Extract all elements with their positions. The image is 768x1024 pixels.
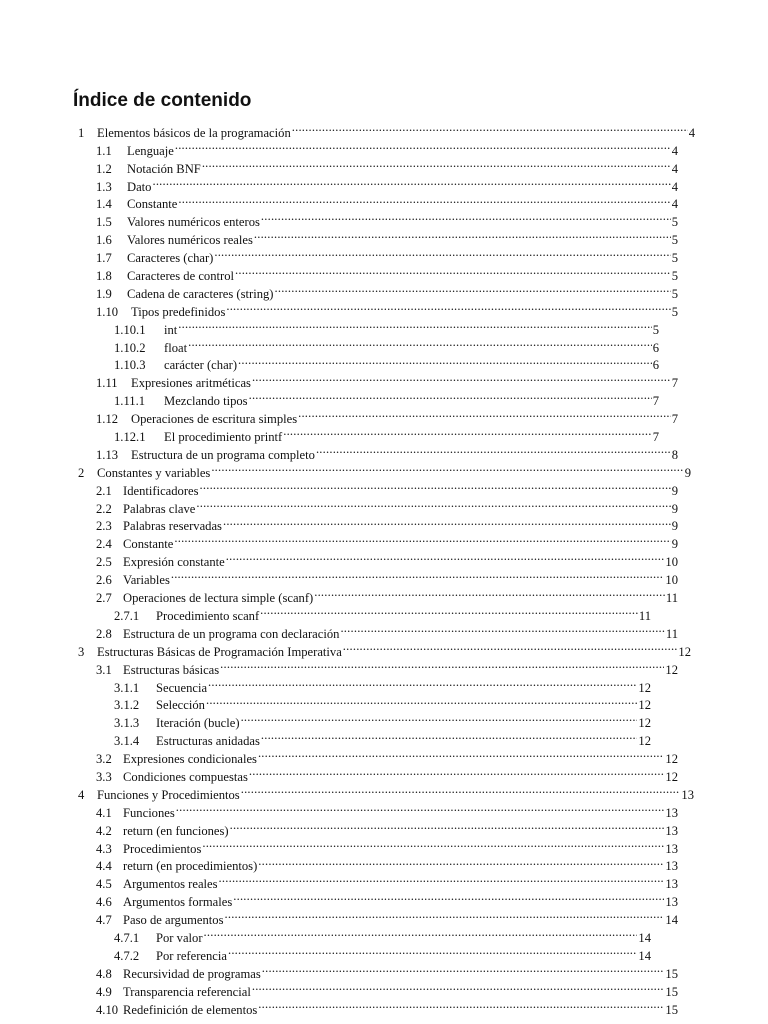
toc-entry-page: 13 <box>665 841 678 856</box>
dot-leader <box>292 119 688 137</box>
toc-entry-page: 6 <box>652 358 659 373</box>
toc-entry-number: 4.10 <box>96 1002 119 1017</box>
toc-entry[interactable] <box>0 334 659 355</box>
toc-entry-page: 13 <box>665 895 678 910</box>
toc-entry-page: 12 <box>678 644 691 659</box>
toc-entry-title: Redefinición de elementos <box>123 1002 258 1017</box>
dot-leader <box>262 960 665 978</box>
toc-entry-title: int <box>164 322 178 337</box>
toc-entry-title: Funciones y Procedimientos <box>97 787 240 802</box>
toc-entry-page: 4 <box>671 179 678 194</box>
toc-entry[interactable] <box>0 441 678 462</box>
toc-entry[interactable] <box>0 620 678 641</box>
dot-leader <box>252 369 671 387</box>
toc-entry[interactable] <box>0 960 678 981</box>
toc-entry-number: 2.2 <box>96 501 112 516</box>
toc-entry-page: 10 <box>665 555 678 570</box>
toc-entry-number: 3.1.1 <box>114 680 140 695</box>
toc-entry[interactable] <box>0 674 651 695</box>
dot-leader <box>249 387 652 405</box>
toc-entry[interactable] <box>0 888 678 910</box>
toc-entry[interactable] <box>0 495 678 516</box>
dot-leader <box>226 548 665 566</box>
toc-entry[interactable] <box>0 387 659 409</box>
toc-entry-page: 13 <box>665 877 678 892</box>
toc-entry-title: float <box>164 340 188 355</box>
toc-entry-title: Recursividad de programas <box>123 966 261 981</box>
toc-entry[interactable] <box>0 870 678 892</box>
toc-entry-title: Expresiones condicionales <box>123 752 257 767</box>
dot-leader <box>252 978 665 996</box>
toc-entry-title: Valores numéricos reales <box>127 233 253 248</box>
toc-entry-number: 1.11 <box>96 376 118 391</box>
toc-entry-title: Procedimiento scanf <box>156 608 260 623</box>
toc-entry-number: 1.12 <box>96 412 119 427</box>
toc-entry[interactable] <box>0 656 678 677</box>
toc-entry[interactable] <box>0 352 659 373</box>
toc-entry[interactable] <box>0 602 651 623</box>
dot-leader <box>258 745 664 763</box>
toc-entry-page: 13 <box>665 859 678 874</box>
dot-leader <box>178 316 651 334</box>
toc-entry[interactable] <box>0 584 678 606</box>
dot-leader <box>258 996 664 1014</box>
toc-entry[interactable] <box>0 799 678 820</box>
toc-entry-number: 1.7 <box>96 251 112 266</box>
toc-entry-title: Identificadores <box>123 483 199 498</box>
toc-entry-page: 7 <box>671 376 678 391</box>
toc-entry-number: 4.5 <box>96 877 112 892</box>
toc-entry-number: 2.6 <box>96 573 112 588</box>
toc-entry-title: Estructuras básicas <box>123 662 220 677</box>
toc-entry-number: 1.9 <box>96 286 112 301</box>
dot-leader <box>219 870 665 888</box>
toc-entry-page: 14 <box>638 930 651 945</box>
toc-entry-number: 2.7 <box>96 591 112 606</box>
dot-leader <box>152 173 670 191</box>
toc-entry[interactable] <box>0 298 678 319</box>
toc-entry[interactable] <box>0 942 651 963</box>
toc-entry-title: Estructuras Básicas de Programación Imperativa <box>97 644 342 659</box>
page-title: Índice de contenido <box>73 90 252 111</box>
toc-entry-title: Procedimientos <box>123 841 202 856</box>
toc-entry-title: Paso de argumentos <box>123 913 224 928</box>
toc-entry[interactable] <box>0 513 678 534</box>
dot-leader <box>228 942 637 960</box>
toc-entry[interactable] <box>0 745 678 767</box>
toc-entry-page: 9 <box>671 483 678 498</box>
toc-entry-page: 10 <box>665 573 678 588</box>
toc-entry[interactable] <box>0 530 678 552</box>
toc-entry[interactable] <box>0 835 678 856</box>
toc-entry[interactable] <box>0 155 678 176</box>
toc-entry-page: 4 <box>688 125 695 140</box>
toc-entry-title: Palabras reservadas <box>123 519 222 534</box>
toc-entry-number: 1.10.3 <box>114 358 146 373</box>
toc-entry[interactable] <box>0 477 678 498</box>
toc-entry-title: Caracteres (char) <box>127 251 214 266</box>
toc-entry-number: 3.1.3 <box>114 716 140 731</box>
toc-entry-number: 3.1.4 <box>114 734 140 749</box>
dot-leader <box>176 799 665 817</box>
dot-leader <box>340 620 664 638</box>
dot-leader <box>258 853 664 871</box>
toc-entry-number: 4.9 <box>96 984 112 999</box>
toc-entry-title: Estructura de un programa con declaración <box>123 626 340 641</box>
toc-entry-page: 15 <box>665 966 678 981</box>
toc-entry-title: Secuencia <box>156 680 208 695</box>
toc-entry-number: 1.12.1 <box>114 430 146 445</box>
toc-entry-number: 1.10 <box>96 304 119 319</box>
dot-leader <box>211 459 683 477</box>
table-of-contents <box>0 119 768 1017</box>
toc-entry-page: 5 <box>671 304 678 319</box>
toc-entry-page: 9 <box>671 519 678 534</box>
dot-leader <box>275 280 671 298</box>
toc-entry-number: 1.5 <box>96 215 112 230</box>
dot-leader <box>343 638 678 656</box>
toc-entry-number: 3.3 <box>96 769 112 784</box>
toc-entry-number: 4.8 <box>96 966 112 981</box>
toc-entry[interactable] <box>0 566 678 588</box>
toc-entry-title: Lenguaje <box>127 143 174 158</box>
toc-entry-title: Por valor <box>156 930 203 945</box>
toc-entry-page: 12 <box>665 662 678 677</box>
dot-leader <box>202 835 664 853</box>
toc-entry-page: 7 <box>652 430 659 445</box>
toc-entry-page: 5 <box>671 215 678 230</box>
toc-entry-title: Tipos predefinidos <box>131 304 226 319</box>
toc-entry-number: 2.7.1 <box>114 608 140 623</box>
toc-entry-title: Expresiones aritméticas <box>131 376 251 391</box>
toc-entry-page: 13 <box>665 823 678 838</box>
toc-entry[interactable] <box>0 638 691 659</box>
toc-entry-page: 12 <box>665 752 678 767</box>
toc-entry[interactable] <box>0 173 678 194</box>
dot-leader <box>214 244 670 262</box>
toc-entry-number: 3.1 <box>96 662 112 677</box>
toc-entry-page: 4 <box>671 161 678 176</box>
toc-entry-number: 1.8 <box>96 269 112 284</box>
dot-leader <box>188 334 652 352</box>
toc-entry-number: 2.8 <box>96 626 112 641</box>
toc-entry-number: 4.3 <box>96 841 112 856</box>
toc-entry-page: 12 <box>638 734 651 749</box>
toc-entry-title: Iteración (bucle) <box>156 716 240 731</box>
toc-entry[interactable] <box>0 781 694 802</box>
toc-entry[interactable] <box>0 423 659 445</box>
dot-leader <box>254 226 671 244</box>
toc-entry[interactable] <box>0 226 678 248</box>
dot-leader <box>226 298 670 316</box>
toc-entry[interactable] <box>0 906 678 928</box>
toc-entry-number: 1.4 <box>96 197 112 212</box>
toc-entry[interactable] <box>0 763 678 784</box>
dot-leader <box>204 924 638 942</box>
toc-entry-page: 5 <box>671 269 678 284</box>
toc-entry-title: Expresión constante <box>123 555 225 570</box>
dot-leader <box>283 423 651 441</box>
toc-entry-page: 12 <box>638 698 651 713</box>
toc-entry-title: Transparencia referencial <box>123 984 251 999</box>
toc-entry-page: 12 <box>638 680 651 695</box>
dot-leader <box>220 656 664 674</box>
toc-entry-number: 1.10.1 <box>114 322 146 337</box>
toc-entry[interactable] <box>0 405 678 427</box>
toc-entry-number: 4.6 <box>96 895 112 910</box>
toc-entry[interactable] <box>0 727 651 749</box>
toc-entry-page: 13 <box>681 787 694 802</box>
dot-leader <box>200 477 671 495</box>
toc-entry[interactable] <box>0 244 678 266</box>
dot-leader <box>316 441 671 459</box>
toc-entry-title: Constante <box>127 197 178 212</box>
toc-entry[interactable] <box>0 709 651 731</box>
dot-leader <box>314 584 665 602</box>
dot-leader <box>178 191 670 209</box>
toc-entry-number: 2.4 <box>96 537 112 552</box>
toc-entry-title: Caracteres de control <box>127 269 234 284</box>
toc-entry-page: 11 <box>665 591 678 606</box>
toc-entry-title: Cadena de caracteres (string) <box>127 286 274 301</box>
dot-leader <box>230 817 665 835</box>
toc-entry[interactable] <box>0 924 651 945</box>
toc-entry-number: 2.1 <box>96 483 112 498</box>
toc-entry[interactable] <box>0 316 659 337</box>
toc-entry-title: carácter (char) <box>164 358 238 373</box>
toc-entry-page: 4 <box>671 197 678 212</box>
toc-entry-number: 2.3 <box>96 519 112 534</box>
toc-entry-title: Constante <box>123 537 174 552</box>
dot-leader <box>225 906 665 924</box>
toc-entry-number: 3 <box>78 644 85 659</box>
toc-entry[interactable] <box>0 119 695 140</box>
dot-leader <box>202 155 671 173</box>
dot-leader <box>249 763 665 781</box>
toc-entry-title: Por referencia <box>156 948 227 963</box>
toc-entry-title: Elementos básicos de la programación <box>97 125 291 140</box>
toc-entry-title: Funciones <box>123 805 175 820</box>
toc-entry-number: 1.11.1 <box>114 394 146 409</box>
toc-entry-page: 11 <box>638 608 651 623</box>
toc-entry-title: Argumentos formales <box>123 895 233 910</box>
toc-entry-number: 3.2 <box>96 752 112 767</box>
toc-entry-page: 5 <box>652 322 659 337</box>
dot-leader <box>171 566 665 584</box>
toc-entry[interactable] <box>0 191 678 212</box>
toc-entry[interactable] <box>0 978 678 999</box>
toc-entry-number: 1.3 <box>96 179 112 194</box>
toc-entry-number: 4.7 <box>96 913 112 928</box>
toc-entry[interactable] <box>0 369 678 391</box>
toc-entry-page: 11 <box>665 626 678 641</box>
toc-entry[interactable] <box>0 262 678 284</box>
toc-entry-page: 15 <box>665 1002 678 1017</box>
toc-entry-title: Valores numéricos enteros <box>127 215 260 230</box>
toc-entry[interactable] <box>0 280 678 301</box>
toc-entry-title: Constantes y variables <box>97 465 211 480</box>
toc-entry[interactable] <box>0 817 678 838</box>
toc-entry-title: Estructuras anidadas <box>156 734 260 749</box>
toc-entry-page: 4 <box>671 143 678 158</box>
dot-leader <box>238 352 652 370</box>
toc-entry-title: Argumentos reales <box>123 877 218 892</box>
toc-entry-page: 7 <box>652 394 659 409</box>
dot-leader <box>261 208 671 226</box>
toc-entry[interactable] <box>0 459 691 480</box>
dot-leader <box>235 262 671 280</box>
toc-entry-number: 1.6 <box>96 233 112 248</box>
toc-entry-page: 7 <box>671 412 678 427</box>
dot-leader <box>298 405 671 423</box>
toc-entry-page: 14 <box>638 948 651 963</box>
toc-entry[interactable] <box>0 692 651 713</box>
toc-entry-number: 4.7.1 <box>114 930 140 945</box>
toc-entry-number: 1.2 <box>96 161 112 176</box>
toc-entry[interactable] <box>0 996 678 1017</box>
dot-leader <box>206 692 637 710</box>
toc-entry-page: 5 <box>671 251 678 266</box>
toc-entry-title: El procedimiento printf <box>164 430 283 445</box>
dot-leader <box>196 495 670 513</box>
toc-entry-page: 13 <box>665 805 678 820</box>
toc-entry-page: 12 <box>638 716 651 731</box>
toc-entry-title: Condiciones compuestas <box>123 769 248 784</box>
toc-entry-title: Dato <box>127 179 152 194</box>
toc-entry-page: 15 <box>665 984 678 999</box>
dot-leader <box>233 888 664 906</box>
toc-entry-number: 4.7.2 <box>114 948 140 963</box>
toc-entry-title: Operaciones de escritura simples <box>131 412 298 427</box>
toc-entry-title: Mezclando tipos <box>164 394 248 409</box>
toc-entry-title: Notación BNF <box>127 161 201 176</box>
toc-entry-page: 12 <box>665 769 678 784</box>
toc-entry[interactable] <box>0 548 678 570</box>
toc-entry-title: Estructura de un programa completo <box>131 447 315 462</box>
toc-entry-number: 4.2 <box>96 823 112 838</box>
toc-entry-title: Variables <box>123 573 170 588</box>
toc-entry[interactable] <box>0 853 678 874</box>
toc-entry-number: 2.5 <box>96 555 112 570</box>
toc-entry-number: 3.1.2 <box>114 698 140 713</box>
toc-entry-title: Operaciones de lectura simple (scanf) <box>123 591 314 606</box>
toc-entry-number: 1 <box>78 125 85 140</box>
toc-entry-page: 5 <box>671 233 678 248</box>
dot-leader <box>174 530 670 548</box>
toc-entry-number: 4.1 <box>96 805 112 820</box>
toc-entry-page: 9 <box>684 465 691 480</box>
dot-leader <box>241 781 681 799</box>
dot-leader <box>175 137 671 155</box>
toc-entry-number: 2 <box>78 465 85 480</box>
toc-entry-page: 9 <box>671 537 678 552</box>
toc-entry-number: 4.4 <box>96 859 112 874</box>
dot-leader <box>223 513 671 531</box>
toc-entry-number: 1.13 <box>96 447 119 462</box>
toc-entry-number: 1.1 <box>96 143 112 158</box>
dot-leader <box>241 709 638 727</box>
toc-entry[interactable] <box>0 208 678 230</box>
toc-entry-page: 6 <box>652 340 659 355</box>
dot-leader <box>261 727 638 745</box>
toc-entry-page: 9 <box>671 501 678 516</box>
toc-entry-page: 14 <box>665 913 678 928</box>
toc-entry-page: 5 <box>671 286 678 301</box>
toc-entry-title: return (en funciones) <box>123 823 229 838</box>
toc-entry[interactable] <box>0 137 678 158</box>
toc-entry-title: Palabras clave <box>123 501 196 516</box>
toc-entry-number: 4 <box>78 787 85 802</box>
dot-leader <box>260 602 638 620</box>
dot-leader <box>208 674 637 692</box>
toc-entry-page: 8 <box>671 447 678 462</box>
toc-entry-title: return (en procedimientos) <box>123 859 258 874</box>
toc-entry-number: 1.10.2 <box>114 340 146 355</box>
toc-entry-title: Selección <box>156 698 205 713</box>
